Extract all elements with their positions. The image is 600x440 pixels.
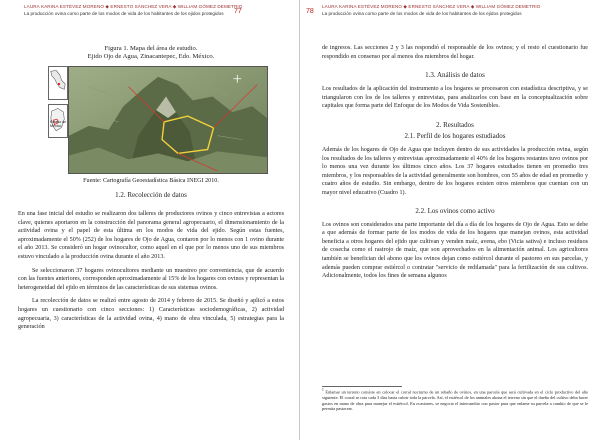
section-heading-2: 2. Resultados	[436, 120, 474, 129]
footnote-divider	[322, 386, 402, 387]
right-page	[300, 0, 600, 440]
right-body-text	[322, 44, 588, 281]
figure-source: Fuente: Cartografía Geoestadística Básica INEGI 2010.	[83, 178, 219, 184]
header-subtitle: La producción ovina como parte de los modos de vida de los habitantes de los ejidos protegidos	[24, 11, 224, 16]
figure-caption	[18, 45, 284, 62]
header-authors: LAURA KARINA ESTÉVEZ MORENO ◆ ERNESTO SÁNCHEZ VERA ◆ WILLIAM GÓMEZ DEMETRIO	[24, 4, 243, 9]
left-body-text	[18, 210, 284, 332]
paragraph: de ingresos. Las secciones 2 y 3 las respondió el responsable de los ovinos; y el resto el cuestionario fue respondido en consenso por al menos dos miembros del hogar.	[322, 45, 588, 60]
section-heading-2-2: 2.2. Los ovinos como activo	[415, 206, 495, 215]
running-header	[24, 4, 242, 16]
figure-subtitle: Ejido Ojo de Agua, Zinacantepec, Edo. México.	[87, 53, 215, 61]
running-header	[322, 4, 540, 16]
country-locator-map	[48, 66, 68, 100]
page-number: 78	[306, 8, 314, 15]
section-heading-1-2: 1.2. Recolección de datos	[115, 191, 187, 199]
footnote-marker: 1	[322, 388, 324, 392]
figure-title: Figura 1. Mapa del área de estudio.	[104, 45, 198, 52]
state-label: Estado de México	[50, 120, 67, 128]
relief-map-image	[69, 67, 267, 173]
section-heading-2-1: 2.1. Perfil de los hogares estudiados	[404, 131, 506, 140]
study-area-map	[68, 66, 268, 174]
paragraph: En una fase inicial del estudio se realizaron dos talleres de productores ovinos y cinco entrevistas a actores clave, quienes aportaron en la construcción del panorama general agropecuario, el dimensionamiento de la actividad ovina y el papel de esta última en los modos de vida del ejido. Según estas fuentes, aproximadamente el 50% (252) de los hogares de Ojo de Agua, contaron por lo menos con 1 ovino durante el año 2013. Se consideró un hogar ovinocultor, como aquel en el que por lo menos uno de sus miembros estuvo vinculado a la producción ovina durante el año 2013.	[18, 211, 284, 260]
paragraph: Los ovinos son considerados una parte importante del día a día de los hogares de Ojo de Agua. Esto se debe a que además de formar parte de los modos de vida de los hogares que manejan ovinos, esta actividad beneficia a otros hogares del ejido que cultivan y venden maíz, avena, ebo (Vicia sativa) e incluso residuos de cosecha como el rastrojo de maíz, que son aprovechados en la alimentación animal. Los agricultores también se benefician del abono que los ovinos dejan como estiércol durante el pastoreo en sus parcelas, y además pueden comprar estiércol o contratar "servicio de redilamada" para la fertilización de sus cultivos. Adicionalmente, todos los fines de semana algunos	[322, 221, 588, 280]
paragraph: La recolección de datos se realizó entre agosto de 2014 y febrero de 2015. Se diseñó y aplicó a estos hogares un cuestionario con cinco secciones: 1) Características sociodemográficas, 2) actividad agropecuaria, 3) características de la actividad ovina, 4) mano de obra vinculada, 5) estrategias para la generación	[18, 298, 284, 331]
header-authors: LAURA KARINA ESTÉVEZ MORENO ◆ ERNESTO SÁNCHEZ VERA ◆ WILLIAM GÓMEZ DEMETRIO	[322, 4, 541, 9]
page-number: 77	[234, 8, 242, 15]
footnote-text: Enlamar un terreno consiste en colocar el corral nocturno de un rebaño de ovinos, en una parcela que será cultivada en el ciclo productivo del año siguiente. El corral se rota cada 3 días hasta cubrir toda la parcela. Así, el estiércol de los animales abona el terreno sin que el dueño del cultivo deba hacer gastos en mano de obra para manejar el estiércol. En ocasiones, se negocia el intercambio con pastor para que enlame su parcela a cambio de que se le permita pastorear.	[322, 389, 588, 412]
header-subtitle: La producción ovina como parte de los modos de vida de los habitantes de los ejidos protegidos	[322, 11, 522, 16]
footnote	[322, 388, 588, 412]
paragraph: Además de los hogares de Ojo de Agua que incluyen dentro de sus actividades la producción ovina, según los resultados de los talleres y entrevistas aproximadamente el 40% de los hogares restantes tuvo ovinos por lo menos una vez durante los últimos cinco años. Los 37 hogares estudiados tienen en promedio tres miembros, y los responsables de la actividad generalmente son hombres, con 55 años de edad en promedio y cuatro años de estudio. Sin embargo, dentro de los hogares existen otros miembros que cuentan con un mayor nivel educativo (Cuadro 1).	[322, 146, 588, 196]
section-heading-1-3: 1.3. Análisis de datos	[425, 71, 485, 80]
paragraph: Se seleccionaron 37 hogares ovinocultores mediante un muestreo por conveniencia, que de acuerdo con las fuentes anteriores, corresponden aproximadamente al 15% de los hogares con ovinos y representan la heterogeneidad del ejido en términos de las características de sus sistemas ovinos.	[18, 267, 285, 291]
paragraph: Los resultados de la aplicación del instrumento a los hogares se procesaron con estadística descriptiva, y se triangularon con los de los talleres y entrevistas, para analizarlos con base en la conceptualización sobre capitales que forma parte del Enfoque de los Modos de Vida Sostenibles.	[322, 86, 588, 110]
